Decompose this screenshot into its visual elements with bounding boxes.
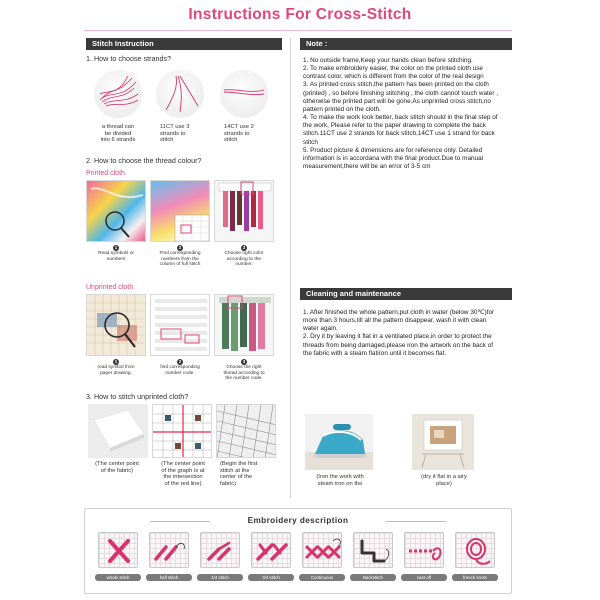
printed-cloth-label: Printed cloth [86, 170, 125, 177]
iron-photo [305, 414, 373, 470]
strands-three-image [156, 70, 204, 118]
printed-step-1: 1 Read symbols or numbers [98, 245, 134, 262]
stitch-instruction-header: Stitch Instruction [86, 38, 282, 50]
unprinted-cloth-photo-2 [150, 294, 210, 356]
question-stitch-unprinted: 3. How to stitch unprinted cloth? [86, 392, 189, 401]
whole-stitch-diagram [98, 532, 138, 568]
strands-two-caption: 14CT use 2 strands to stitch [224, 124, 254, 144]
page-title: Instructions For Cross-Stitch [188, 6, 412, 23]
cast-off-diagram [404, 532, 444, 568]
dry-flat-caption: (dry it flat in a airy place) [421, 474, 467, 487]
cleaning-item: 2. Dry it by leaving it flat in a ventilated place,in order to protect the threads from being damaged,please iron the artwork on the back of the fabric with a steam flatiron until it becomes flat. [303, 333, 494, 357]
french-knots-label: french knots [452, 574, 498, 581]
backstitch-label: Backstitch [350, 574, 396, 581]
cleaning-item: 1. After finished the whole pattern,put cloth in water (below 30℃)for more than 3 hours,till all the pattern disappear, wash it with clean water again. [303, 309, 495, 333]
continuous-stitch-diagram [302, 532, 342, 568]
stitch-step-caption-2: (The center point of the graph is at the intersection of the red line) [161, 461, 205, 487]
note-item: 4. To make the work look better, back stitch should in the final step of the work, Please refer to the paper drawing to complete the back stitch.11CT use 2 strands for back stitch,14CT use 1 strand for back stitch [303, 114, 498, 146]
iron-caption: (Iron the work with steam iron on the [316, 474, 364, 487]
french-knots-diagram [455, 532, 495, 568]
title-divider [84, 30, 512, 31]
three-quarter-stitch-diagram [251, 532, 291, 568]
quarter-stitch-label: 1/4 stitch [197, 574, 243, 581]
continuous-stitch-label: Continuous [299, 574, 345, 581]
note-item: 5. Product picture & dimensions are for reference only. Detailed information is in accordana with the final product.Due to manual measurement,there will be an error of 3-5 cm [303, 146, 484, 171]
stitch-step-caption-1: (The center point of the fabric) [95, 461, 139, 474]
stitch-step-caption-3: (Begin the first stitch at the center of the fabric) [220, 461, 258, 487]
note-item: 1. No outside frame,Keep your hands clean before stitching. [303, 57, 473, 64]
half-stitch-label: half stitch [146, 574, 192, 581]
note-header: Note : [300, 38, 512, 50]
stitch-step-photo-3 [216, 404, 276, 458]
backstitch-diagram [353, 532, 393, 568]
unprinted-cloth-label: Unprinted cloth [86, 284, 134, 291]
three-quarter-stitch-label: 3/4 stitch [248, 574, 294, 581]
question-strands: 1. How to choose strands? [86, 54, 172, 63]
unprinted-step-1: 1 read symbol from paper drawing. [97, 359, 135, 376]
printed-step-2: 2 Find corresponding numbers from the column of full stitch [159, 245, 201, 268]
half-stitch-diagram [149, 532, 189, 568]
printed-cloth-photo-1 [86, 180, 146, 242]
cleaning-list [303, 309, 499, 358]
quarter-stitch-diagram [200, 532, 240, 568]
cast-off-label: cast-off [401, 574, 447, 581]
strands-six-image [94, 70, 142, 118]
printed-cloth-photo-3 [214, 180, 274, 242]
printed-cloth-photo-2 [150, 180, 210, 242]
column-divider [290, 38, 291, 498]
unprinted-cloth-photo-1 [86, 294, 146, 356]
note-item: 3. As printed cross stitch,the pattern has been printed on the cloth (printed) , so before finishing stitching , the cloth cannot touch water , otherwise the printed part will be gone.As unprinted cross stitch,no pattern printed on the cloth. [303, 81, 499, 113]
dry-flat-photo [412, 414, 474, 470]
strands-two-image [220, 70, 268, 118]
stitch-step-photo-1 [88, 404, 148, 458]
stitch-step-photo-2 [152, 404, 212, 458]
unprinted-step-2: 2 find corresponding number code. [160, 359, 200, 376]
embroidery-title: Embroidery description [247, 516, 349, 525]
strands-six-caption: a thread can be divided into 6 strands [100, 124, 136, 144]
unprinted-cloth-photo-3 [214, 294, 274, 356]
unprinted-step-3: 3 Choose the right thread according to the number code. [223, 359, 265, 382]
notes-list [303, 57, 499, 171]
note-item: 2. To make embroidery easier, the color on the printed cloth use contrast color, which is different from the color of the real design [303, 65, 484, 81]
cleaning-header: Cleaning and maintenance [300, 288, 512, 300]
embroidery-title-rule-left [150, 521, 210, 522]
whole-stitch-label: whole stitch [95, 574, 141, 581]
question-thread-colour: 2. How to choose the thread colour? [86, 156, 202, 165]
embroidery-title-rule-right [386, 521, 446, 522]
strands-three-caption: 11CT use 3 strands to stitch [160, 124, 190, 144]
printed-step-3: 3 Choose right color according to the number. [224, 245, 264, 268]
